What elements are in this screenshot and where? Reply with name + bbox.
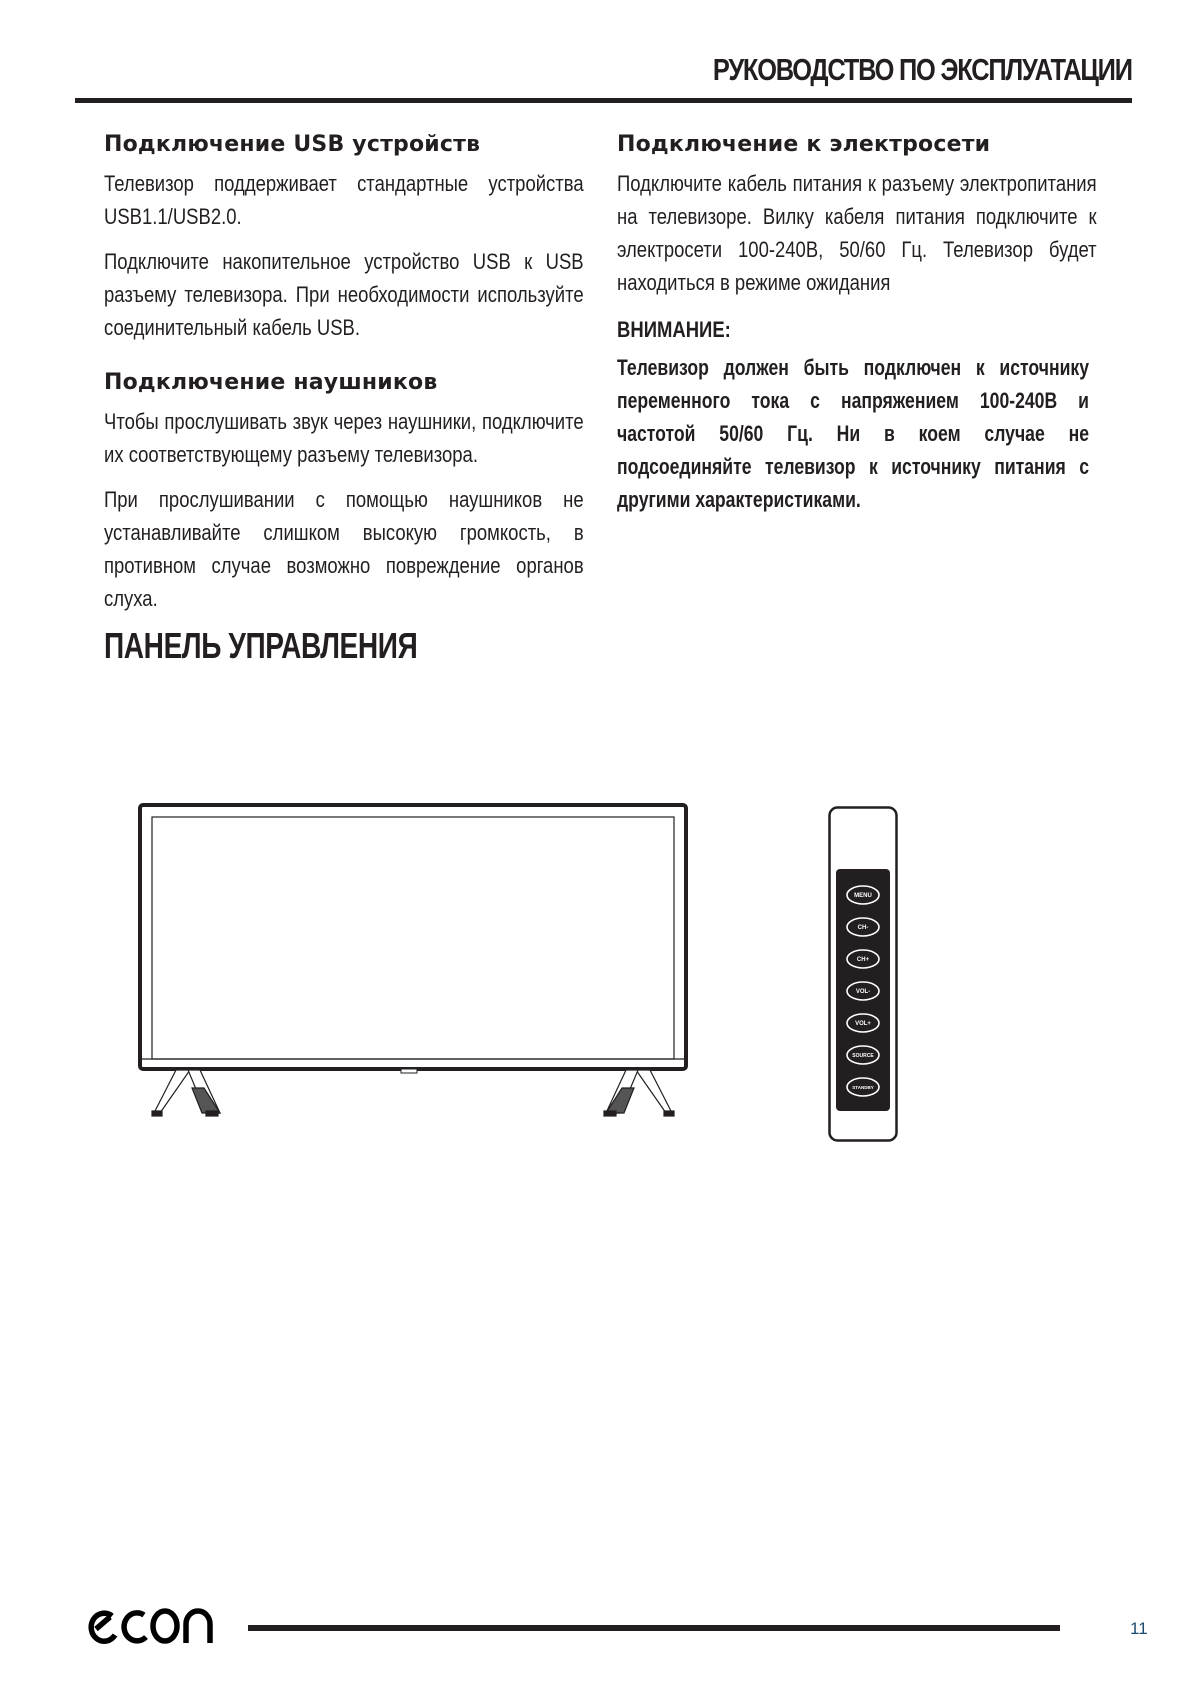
document-header-title: РУКОВОДСТВО ПО ЭКСПЛУАТАЦИИ xyxy=(713,52,1132,87)
headphones-paragraph-2: При прослушивании с помощью наушников не устанавливайте слишком высокую громкость, в противном случае возможно повреждение органов слуха. xyxy=(104,487,584,611)
power-section xyxy=(617,132,1097,299)
headphones-heading: Подключение наушников xyxy=(104,370,438,395)
header-divider xyxy=(75,98,1132,103)
ch-plus-key-label: CH+ xyxy=(856,957,870,963)
control-panel-keypad-illustration xyxy=(828,806,898,1142)
econ-logo xyxy=(88,1606,216,1644)
vol-minus-key-label: VOL- xyxy=(855,989,871,995)
control-panel-title: ПАНЕЛЬ УПРАВЛЕНИЯ xyxy=(104,625,418,666)
warning-title: ВНИМАНИЕ: xyxy=(617,317,731,342)
tv-front-illustration xyxy=(138,803,688,1125)
usb-section xyxy=(104,132,584,344)
power-paragraph-1: Подключите кабель питания к разъему электропитания на телевизоре. Вилку кабеля питания подключите к электросети 100-240В, 50/60 Гц. Телевизор будет находиться в режиме ожидания xyxy=(617,171,1097,295)
vol-plus-key-label: VOL+ xyxy=(855,1021,871,1027)
usb-paragraph-2: Подключите накопительное устройство USB к USB разъему телевизора. При необходимости используйте соединительный кабель USB. xyxy=(104,249,584,340)
menu-key-label: MENU xyxy=(854,893,872,899)
usb-heading: Подключение USB устройств xyxy=(104,132,481,157)
left-column xyxy=(104,132,584,627)
warning-section xyxy=(617,317,1097,516)
warning-text: Телевизор должен быть подключен к источнику переменного тока с напряжением 100-240В и частотой 50/60 Гц. Ни в коем случае не подсоединяйте телевизор к источнику питания с другими характеристиками. xyxy=(617,355,1089,512)
headphones-paragraph-1: Чтобы прослушивать звук через наушники, подключите их соответствующему разъему телевизора. xyxy=(104,409,584,467)
page-number: 11 xyxy=(1130,1619,1148,1638)
power-heading: Подключение к электросети xyxy=(617,132,991,157)
usb-paragraph-1: Телевизор поддерживает стандартные устройства USB1.1/USB2.0. xyxy=(104,171,584,229)
standby-key-label: STANDBY xyxy=(852,1085,874,1090)
source-key-label: SOURCE xyxy=(852,1053,874,1059)
ch-minus-key-label: CH- xyxy=(857,925,869,931)
headphones-section xyxy=(104,370,584,615)
footer-divider xyxy=(248,1625,1060,1631)
right-column xyxy=(617,132,1097,516)
